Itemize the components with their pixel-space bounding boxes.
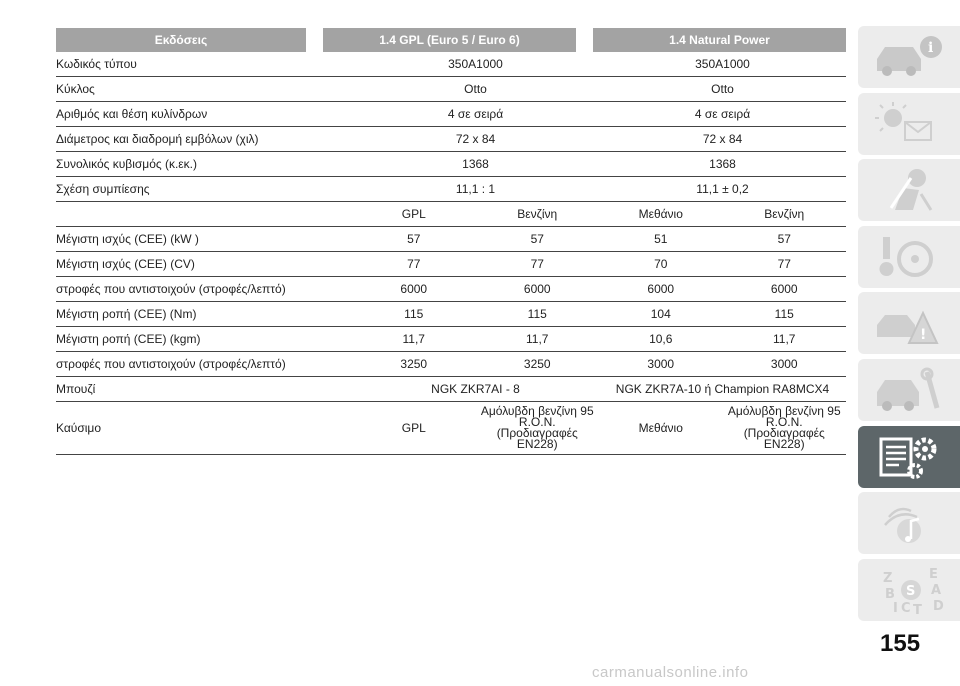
svg-text:E: E [929, 566, 938, 582]
svg-text:B: B [885, 586, 895, 602]
svg-text:A: A [931, 582, 942, 598]
tab-multimedia[interactable] [858, 492, 960, 554]
table-row: Κύκλος Otto Otto [56, 77, 846, 102]
header-natural-power: 1.4 Natural Power [593, 28, 846, 52]
tab-specifications[interactable] [858, 426, 960, 488]
table-row: Μέγιστη ροπή (CEE) (Nm) 115 115 104 115 [56, 302, 846, 327]
tab-dashboard-lights[interactable] [858, 93, 960, 155]
music-icon [869, 497, 949, 549]
svg-text:T: T [913, 602, 922, 616]
fuel-np-petrol: Αμόλυβδη βενζίνη 95 R.O.N. (Προδιαγραφές EN228) [727, 404, 841, 451]
svg-text:S: S [906, 583, 916, 599]
fuel-subheader-row: GPL Βενζίνη Μεθάνιο Βενζίνη [56, 202, 846, 227]
spec-table [56, 28, 846, 455]
header-versions: Εκδόσεις [56, 28, 306, 52]
watermark: carmanualsonline.info [592, 664, 749, 681]
table-row: στροφές που αντιστοιχούν (στροφές/λεπτό) 3250 3250 3000 3000 [56, 352, 846, 377]
table-row: Μέγιστη ροπή (CEE) (kgm) 11,7 11,7 10,6 11,7 [56, 327, 846, 352]
svg-text:!: ! [920, 327, 927, 344]
chapter-sidebar [858, 26, 960, 625]
svg-text:I: I [893, 600, 898, 616]
table-row: Μέγιστη ισχύς (CEE) (kW ) 57 57 51 57 [56, 227, 846, 252]
spec-gears-icon [869, 431, 949, 483]
car-info-icon [869, 31, 949, 83]
steering-key-icon [869, 231, 949, 283]
table-row: Σχέση συμπίεσης 11,1 : 1 11,1 ± 0,2 [56, 177, 846, 202]
tab-steering-key[interactable] [858, 226, 960, 288]
car-tools-icon [869, 364, 949, 416]
fuel-gpl-petrol: Αμόλυβδη βενζίνη 95 R.O.N. (Προδιαγραφές EN228) [480, 404, 594, 451]
tab-warning[interactable] [858, 292, 960, 354]
table-row: Κωδικός τύπου 350A1000 350A1000 [56, 52, 846, 77]
table-row: Συνολικός κυβισμός (κ.εκ.) 1368 1368 [56, 152, 846, 177]
warning-triangle-icon [869, 297, 949, 349]
svg-text:C: C [901, 600, 911, 616]
table-header [56, 28, 846, 52]
tab-car-info[interactable] [858, 26, 960, 88]
table-row: Καύσιμο GPL Αμόλυβδη βενζίνη 95 R.O.N. (Προδιαγραφές EN228) Μεθάνιο Αμόλυβδη βενζίνη 95 R.O.N. (Προδιαγραφές EN228) [56, 402, 846, 455]
table-row: στροφές που αντιστοιχούν (στροφές/λεπτό) 6000 6000 6000 6000 [56, 277, 846, 302]
page-number: 155 [880, 630, 921, 657]
table-row: Διάμετρος και διαδρομή εμβόλων (χιλ) 72 x 84 72 x 84 [56, 127, 846, 152]
tab-car-tools[interactable] [858, 359, 960, 421]
table-row: Αριθμός και θέση κυλίνδρων 4 σε σειρά 4 σε σειρά [56, 102, 846, 127]
table-row: Μέγιστη ισχύς (CEE) (CV) 77 77 70 77 [56, 252, 846, 277]
header-gpl: 1.4 GPL (Euro 5 / Euro 6) [323, 28, 576, 52]
alphabet-index-icon [869, 564, 949, 616]
tab-airbag-seatbelt[interactable] [858, 159, 960, 221]
svg-text:Z: Z [883, 570, 893, 586]
dashboard-lights-icon [869, 98, 949, 150]
airbag-seatbelt-icon [869, 164, 949, 216]
svg-text:D: D [933, 598, 944, 614]
tab-index[interactable] [858, 559, 960, 621]
svg-text:i: i [928, 40, 934, 56]
table-row: Μπουζί NGK ZKR7AI - 8 NGK ZKR7A-10 ή Champion RA8MCX4 [56, 377, 846, 402]
